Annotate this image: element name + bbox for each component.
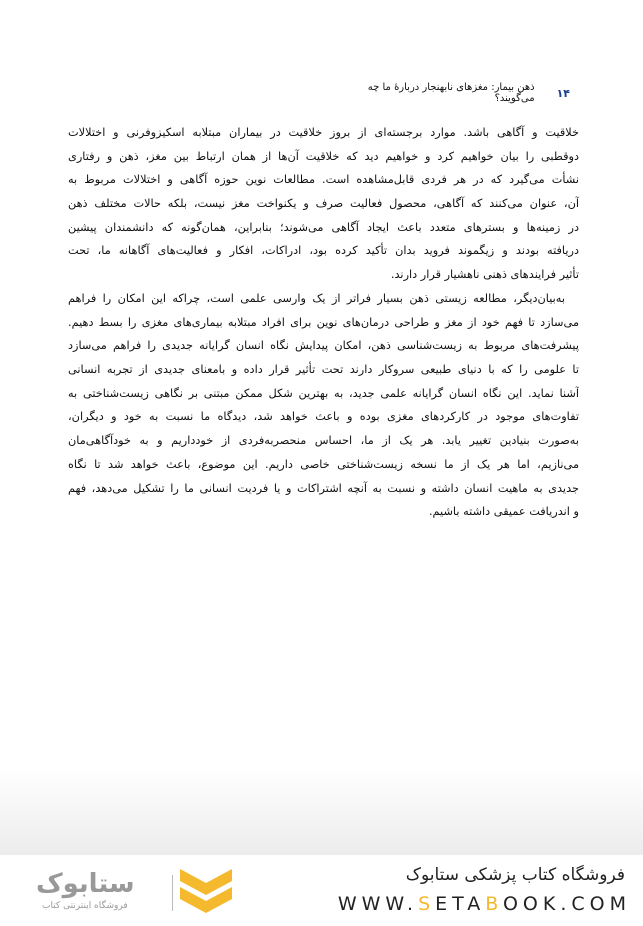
logo-name: ستابوک [36, 869, 135, 899]
url-part: OOK.COM [502, 893, 631, 915]
text-line: پیشرفت‌های مربوط به زیست‌شناسی ذهن، امکان پیدایش نگاه انسان گرایانه جدیدی را فراهم می‌سازد [68, 339, 579, 353]
text-line: نشأت می‌گیرد که در هر فردی قابل‌مشاهده است. مطالعات نوین حوزه آگاهی و اختلالات مربوط به [68, 173, 579, 187]
text-line: تأثیر فرایندهای ذهنی ناهشیار قرار دارند. [390, 268, 579, 282]
text-line: می‌سازد تا فهم خود از مغز و طراحی درمان‌های نوین برای افراد مبتلابه بیماری‌های مغزی را بسط دهیم. [68, 315, 579, 329]
paragraph-2 [68, 287, 579, 524]
logo-subtitle: فروشگاه اینترنتی کتاب [42, 901, 128, 911]
text-line: آن، عنوان می‌کنند که آگاهی، محصول فعالیت صرف و یکنواخت مغز نیست، بلکه حالات مختلف ذهن [68, 197, 579, 211]
url-part: ETA [435, 893, 486, 915]
chevron-logo-icon [180, 869, 232, 917]
running-header [340, 84, 570, 102]
text-line: آشنا نماید. این نگاه انسان گرایانه علمی جدید، به بهترین شکل ممکن مبتنی بر نگاهی زیست‌شناختی به [68, 386, 579, 400]
text-line: به‌صورت بنیادین تغییر یابد. هر یک از ما، احساس منحصربه‌فردی از خودداریم و به خودآگاهی‌مان [68, 434, 579, 448]
shop-url[interactable] [338, 893, 631, 915]
shop-name: فروشگاه کتاب پزشکی ستابوک [405, 865, 625, 885]
url-part: B [485, 893, 503, 915]
url-part: S [418, 893, 436, 915]
text-line: دریافته بودند و زیگموند فروید بدان تأکید کرده بود، ادراکات، افکار و فعالیت‌های آگاهانه ما، تحت [68, 244, 579, 258]
text-line: در زمینه‌ها و بسترهای متعدد باعث ایجاد آگاهی می‌شوند؛ بنابراین، همان‌گونه که دانشمندان پیشین [68, 220, 579, 234]
running-title: ذهن بیمار: مغزهای نابهنجار دربارهٔ ما چه می‌گویند؟ [367, 82, 535, 104]
text-line: و اندریافت عمیقی داشته باشیم. [428, 505, 579, 519]
text-line: تفاوت‌های موجود در کارکردهای مغزی بوده و باعث خواهد شد، دیدگاه ما نسبت به خود و دیگران، [68, 410, 579, 424]
paragraph-1 [68, 121, 579, 287]
text-line: خلاقیت و آگاهی باشد. موارد برجسته‌ای از بروز خلاقیت در بیماران مبتلابه اسکیزوفرنی و اختلالات [68, 126, 579, 139]
text-line: می‌نازیم، اما هر یک از ما نسخه زیست‌شناختی خاصی داریم. این موضوع، باعث خواهد شد تا نگاه [68, 457, 579, 471]
logo-divider [172, 875, 173, 911]
setabook-logo [30, 867, 250, 917]
url-part: WWW. [337, 893, 419, 915]
text-line: به‌بیان‌دیگر، مطالعه زیستی ذهن بسیار فراتر از یک وارسی علمی است، چراکه این امکان را فراهم [68, 292, 565, 305]
watermark-footer [0, 855, 643, 926]
text-line: تا علومی را که با دنیای طبیعی سروکار دارند تحت تأثیر قرار داده و بامعنای جدیدی از تجربه انسانی [68, 363, 579, 377]
text-line: جدیدی به ماهیت انسان داشته و نسبت به آنچه اشتراکات و یا فردیت انسانی ما را تشکیل می‌دهد، فهم [68, 481, 579, 495]
text-line: دوقطبی را بیان خواهیم کرد و خواهیم دید که خلاقیت آن‌ها از همان ارتباط بین مغز، ذهن و رفتاری [68, 149, 579, 163]
page-number: ۱۴ [556, 86, 570, 100]
